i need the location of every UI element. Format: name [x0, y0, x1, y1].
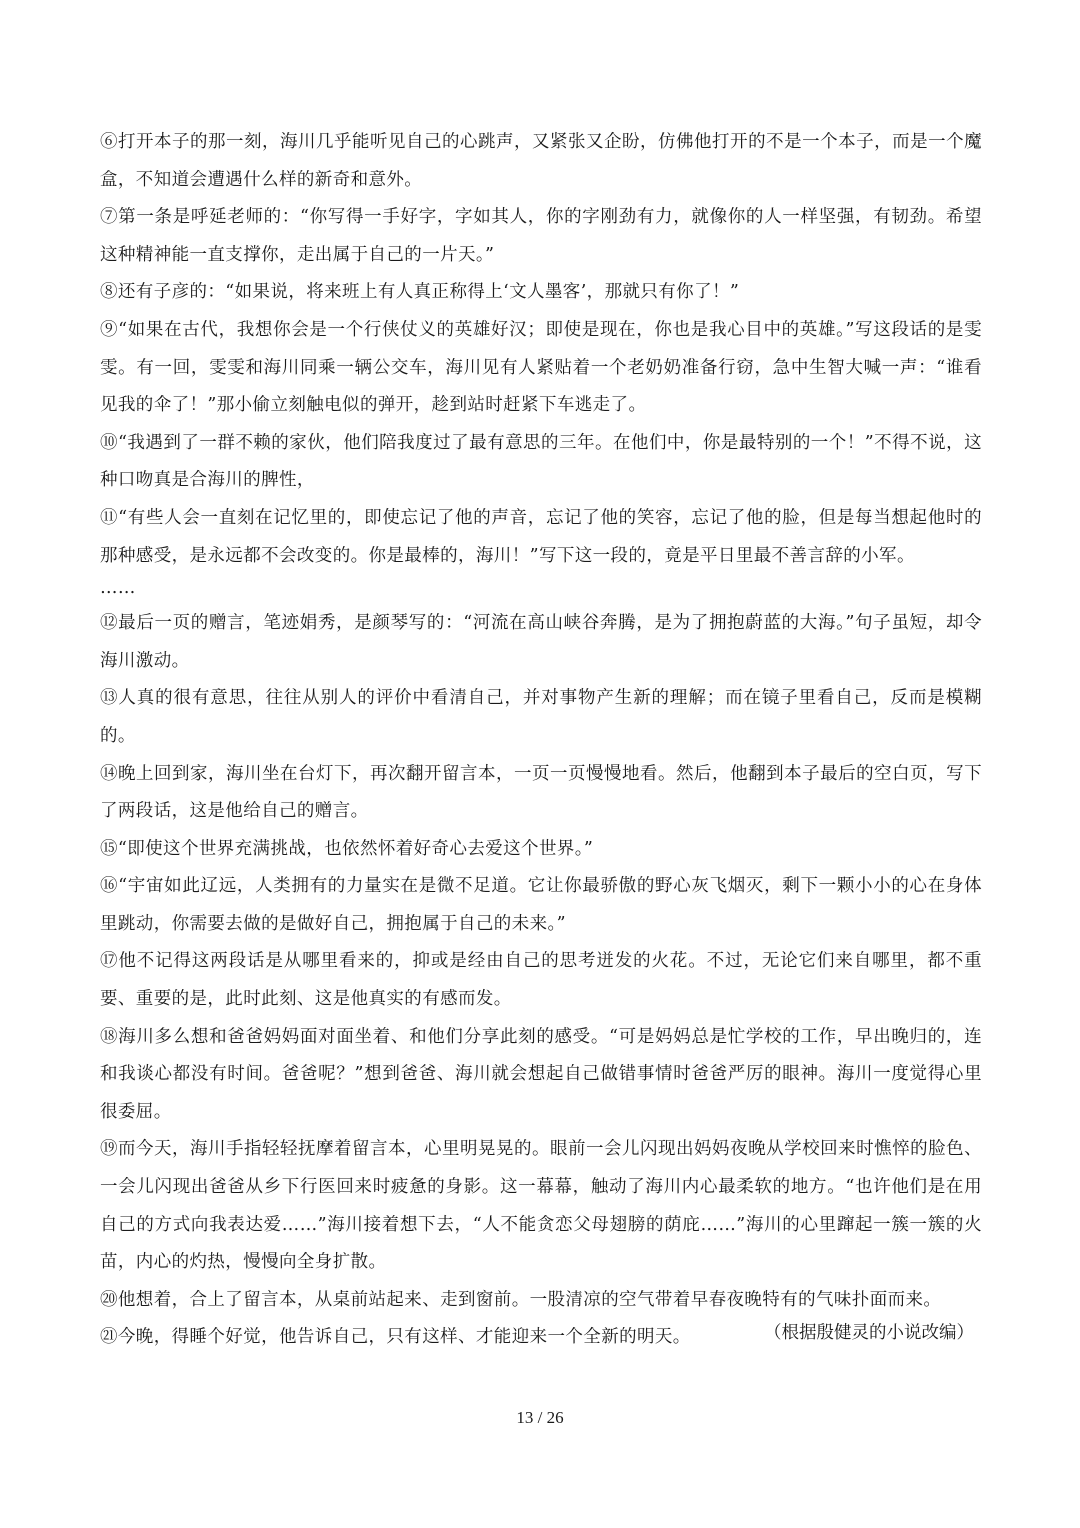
- paragraph-18: ⑱海川多么想和爸爸妈妈面对面坐着、和他们分享此刻的感受。“可是妈妈总是忙学校的工作，早出晚归的，连和我谈心都没有时间。爸爸呢？”想到爸爸、海川就会想起自己做错事情时爸爸严厉的眼神。海川一度觉得心里很委屈。: [100, 1026, 982, 1122]
- paragraph-16: ⑯“宇宙如此辽远，人类拥有的力量实在是微不足道。它让你最骄傲的野心灰飞烟灭，剩下一颗小小的心在身体里跳动，你需要去做的是做好自己，拥抱属于自己的未来。”: [100, 876, 982, 934]
- paragraph-9: ⑨“如果在古代，我想你会是一个行侠仗义的英雄好汉；即使是现在，你也是我心目中的英雄。”写这段话的是雯雯。有一回，雯雯和海川同乘一辆公交车，海川见有人紧贴着一个老奶奶准备行窃，急中生智大喊一声：“谁看见我的伞了！”那小偷立刻触电似的弹开，趁到站时赶紧下车逃走了。: [100, 319, 982, 416]
- paragraph-20: ⑳他想着，合上了留言本，从桌前站起来、走到窗前。一股清凉的空气带着早春夜晚特有的气味扑面而来。: [100, 1289, 942, 1310]
- paragraph-6: ⑥打开本子的那一刻，海川几乎能听见自己的心跳声，又紧张又企盼，仿佛他打开的不是一个本子，而是一个魔盒，不知道会遭遇什么样的新奇和意外。: [100, 132, 982, 190]
- page-number: 13 / 26: [516, 1408, 564, 1427]
- paragraph-19: ⑲而今天，海川手指轻轻抚摩着留言本，心里明晃晃的。眼前一会儿闪现出妈妈夜晚从学校回来时憔悴的脸色、一会儿闪现出爸爸从乡下行医回来时疲惫的身影。这一幕幕，触动了海川内心最柔软的地方。“也许他们是在用自己的方式向我表达爱……”海川接着想下去，“人不能贪恋父母翅膀的荫庇……”海川的心里蹿起一簇一簇的火苗，内心的灼热，慢慢向全身扩散。: [100, 1139, 982, 1273]
- source-attribution: （根据殷健灵的小说改编）: [764, 1323, 974, 1343]
- paragraph-15: ⑮“即使这个世界充满挑战，也依然怀着好奇心去爱这个世界。”: [100, 838, 594, 859]
- ellipsis-line: ……: [100, 578, 136, 599]
- paragraph-10: ⑩“我遇到了一群不赖的家伙，他们陪我度过了最有意思的三年。在他们中，你是最特别的一个！”不得不说，这种口吻真是合海川的脾性，: [100, 432, 982, 491]
- paragraph-17: ⑰他不记得这两段话是从哪里看来的，抑或是经由自己的思考迸发的火花。不过，无论它们来自哪里，都不重要、重要的是，此时此刻、这是他真实的有感而发。: [100, 951, 982, 1010]
- paragraph-8: ⑧还有子彦的：“如果说，将来班上有人真正称得上‘文人墨客’，那就只有你了！”: [100, 282, 740, 303]
- paragraph-13: ⑬人真的很有意思，往往从别人的评价中看清自己，并对事物产生新的理解；而在镜子里看自己，反而是模糊的。: [100, 688, 982, 746]
- paragraph-12: ⑫最后一页的赠言，笔迹娟秀，是颜琴写的：“河流在高山峡谷奔腾，是为了拥抱蔚蓝的大海。”句子虽短，却令海川激动。: [100, 613, 982, 671]
- paragraph-21: ㉑今晚，得睡个好觉，他告诉自己，只有这样、才能迎来一个全新的明天。: [100, 1327, 691, 1348]
- paragraph-14: ⑭晚上回到家，海川坐在台灯下，再次翻开留言本，一页一页慢慢地看。然后，他翻到本子最后的空白页，写下了两段话，这是他给自己的赠言。: [100, 763, 982, 822]
- paragraph-11: ⑪“有些人会一直刻在记忆里的，即使忘记了他的声音，忘记了他的笑容，忘记了他的脸，但是每当想起他时的那种感受，是永远都不会改变的。你是最棒的，海川！”写下这一段的，竟是平日里最不善言辞的小军。: [100, 507, 982, 566]
- paragraph-7: ⑦第一条是呼延老师的：“你写得一手好字，字如其人，你的字刚劲有力，就像你的人一样坚强，有韧劲。希望这种精神能一直支撑你，走出属于自己的一片天。”: [100, 207, 982, 265]
- article-body: [100, 124, 982, 1357]
